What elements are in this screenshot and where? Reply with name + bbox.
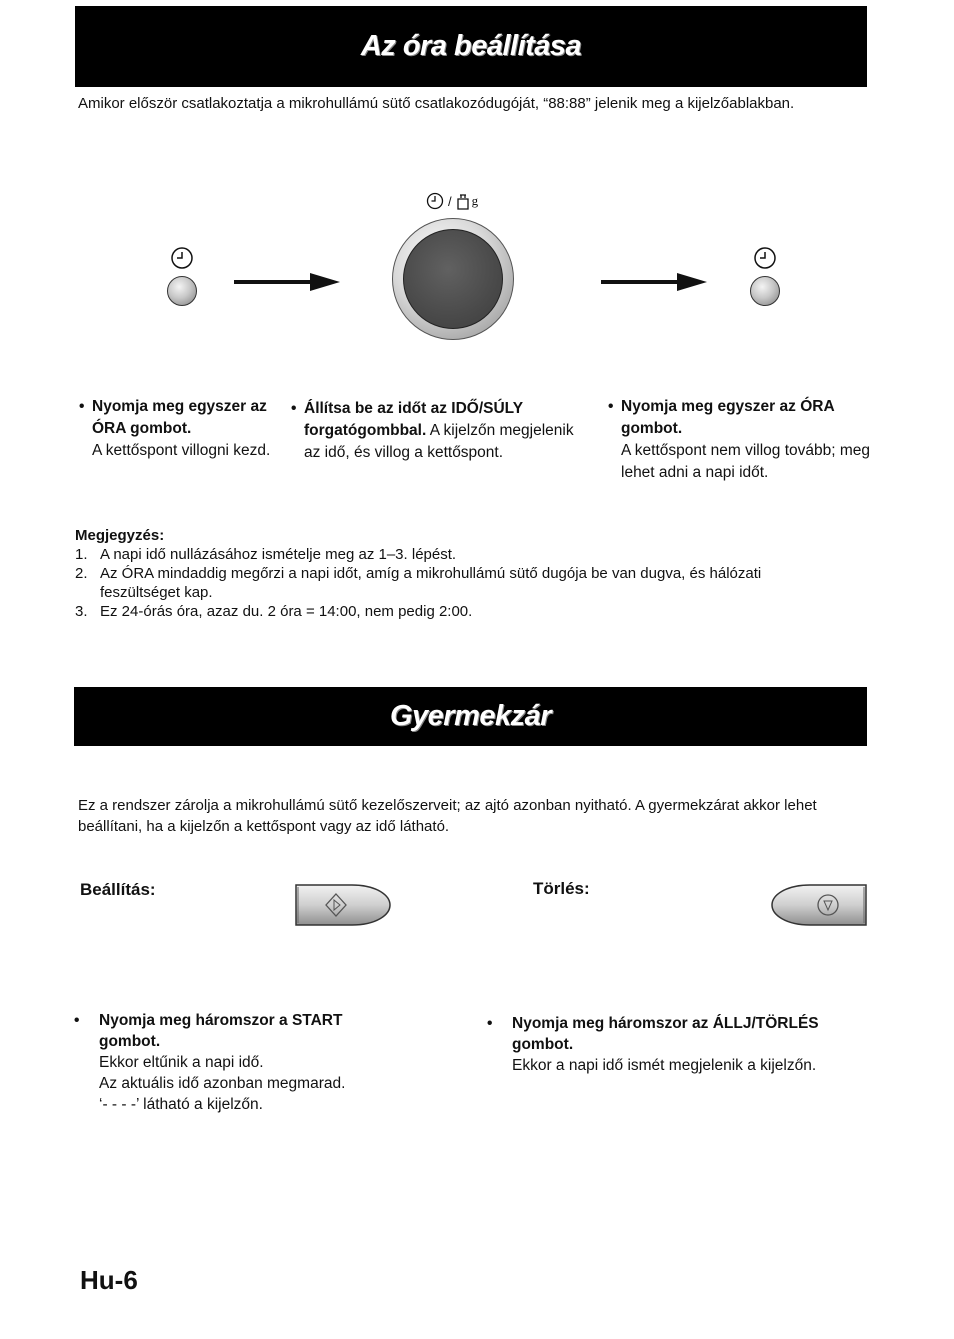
step-1-bold: Nyomja meg egyszer az ÓRA gombot. [92,398,267,437]
stop-cancel-button[interactable] [770,883,868,927]
note-item-text: A napi idő nullázásához ismételje meg az 1–3. lépést. [100,546,457,563]
set-step-line: Ekkor eltűnik a napi idő. [99,1054,264,1071]
clock-icon [753,246,777,270]
bullet: • [74,1012,80,1029]
set-step-line: ‘- - - -’ látható a kijelzőn. [99,1096,263,1113]
clock-button-right[interactable] [750,276,780,306]
note-item [75,564,895,602]
set-step-line: Az aktuális idő azonban megmarad. [99,1075,346,1092]
clock-button-left[interactable] [167,276,197,306]
knob-label-g: g [471,193,479,208]
bullet: • [608,398,614,415]
step-3 [608,396,891,484]
step-1 [79,396,282,462]
start-button[interactable] [294,883,392,927]
step-3-bold: Nyomja meg egyszer az ÓRA gombot. [621,398,835,437]
cancel-label: Törlés: [533,879,590,898]
step-1-text: A kettőspont villogni kezd. [92,442,271,459]
step-2 [291,398,574,464]
clock-icon [170,246,194,270]
note-item-number: 2. [75,565,88,582]
clock-section-title-text: Az óra beállítása [360,30,582,62]
child-lock-section-title-text: Gyermekzár [389,700,552,732]
knob-label [426,191,478,211]
set-label: Beállítás: [80,880,156,899]
page-number: Hu-6 [80,1265,138,1295]
note-item [75,602,895,621]
child-lock-intro-text: Ez a rendszer zárolja a mikrohullámú sütő kezelőszerveit; az ajtó azonban nyitható. A gyermekzárat akkor lehet beállítani, ha a kijelzőn a kettőspont vagy az idő látható. [78,797,817,835]
bullet: • [79,398,85,415]
cancel-step-bold: Nyomja meg háromszor az ÁLLJ/TÖRLÉS gombot. [512,1015,819,1053]
knob-center [403,229,503,329]
note-item [75,545,895,564]
bullet: • [291,400,297,417]
child-lock-section-title [74,687,867,746]
set-step-bold: Nyomja meg háromszor a START gombot. [99,1012,343,1050]
note-block [75,526,895,621]
set-step [74,1010,399,1115]
time-weight-knob[interactable] [392,218,514,340]
note-item-number: 3. [75,603,88,620]
note-item-text: Az ÓRA mindaddig megőrzi a napi időt, amíg a mikrohullámú sütő dugója be van dugva, és hálózati feszültséget kap. [100,565,762,601]
step-2-bold: Állítsa be az időt az IDŐ/SÚLY forgatógombbal. [304,400,523,439]
note-item-text: Ez 24-órás óra, azaz du. 2 óra = 14:00, nem pedig 2:00. [100,603,473,620]
note-heading: Megjegyzés: [75,527,165,544]
knob-label-separator: / [448,193,452,209]
step-3-text: A kettőspont nem villog tovább; meg lehet adni a napi időt. [621,442,871,481]
clock-icon [426,192,444,210]
step-2-text: A kijelzőn megjelenik az idő, és villog a kettőspont. [304,422,574,461]
note-item-number: 1. [75,546,88,563]
weight-icon [456,193,470,210]
clock-intro-text: Amikor először csatlakoztatja a mikrohullámú sütő csatlakozódugóját, “88:88” jelenik meg a kijelzőablakban. [78,95,795,112]
bullet: • [487,1015,493,1032]
cancel-step [487,1013,882,1076]
clock-section-title [75,6,867,87]
cancel-step-line: Ekkor a napi idő ismét megjelenik a kijelzőn. [512,1057,817,1074]
